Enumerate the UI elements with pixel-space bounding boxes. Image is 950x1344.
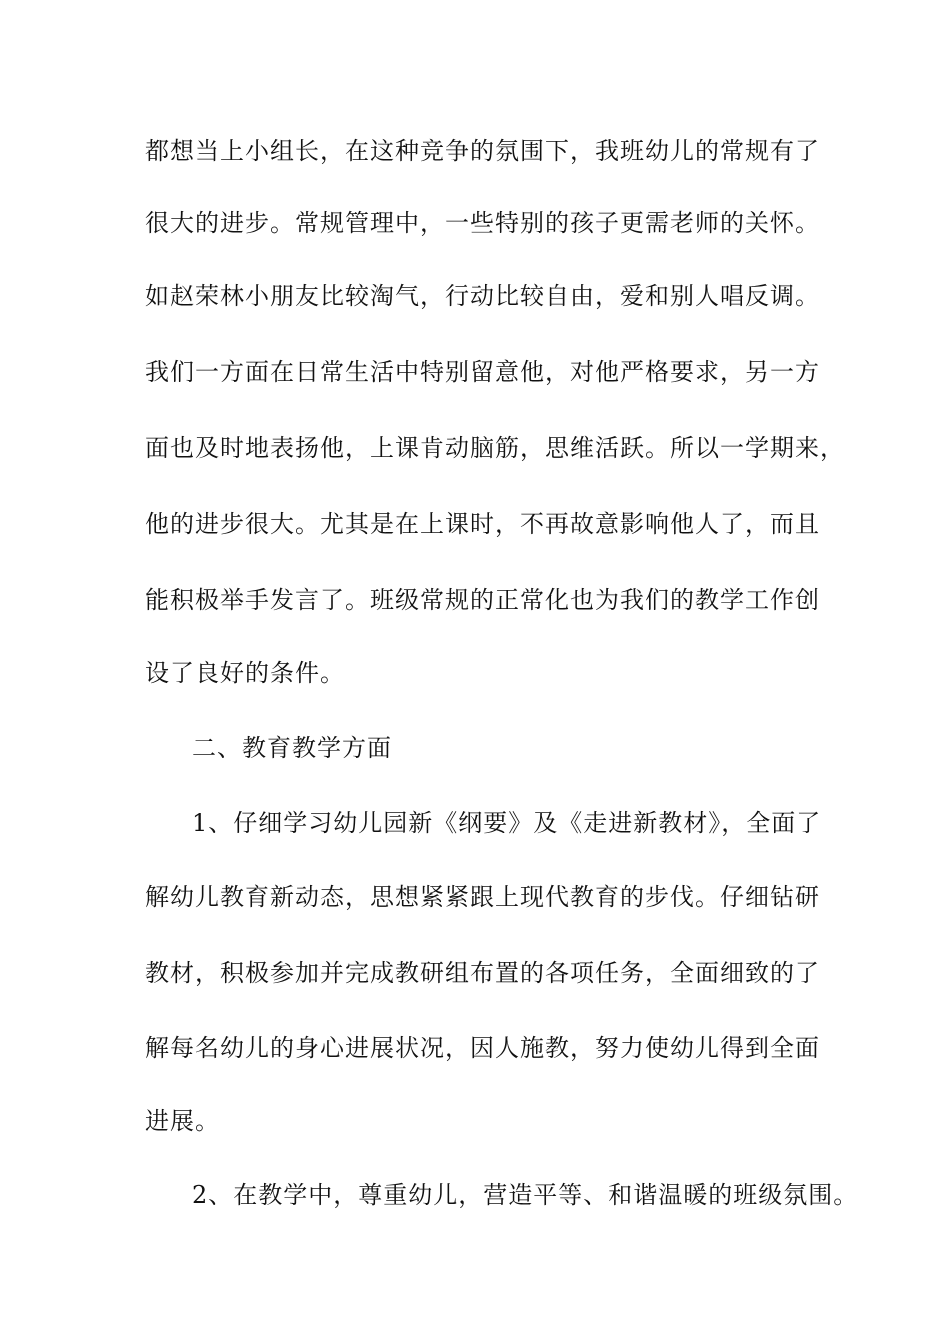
paragraph-line: 解幼儿教育新动态，思想紧紧跟上现代教育的步伐。仔细钻研	[145, 883, 820, 911]
paragraph-line: 教材，积极参加并完成教研组布置的各项任务，全面细致的了	[145, 959, 820, 987]
paragraph-line: 能积极举手发言了。班级常规的正常化也为我们的教学工作创	[145, 586, 820, 614]
paragraph-line: 进展。	[145, 1107, 220, 1135]
paragraph-line: 解每名幼儿的身心进展状况，因人施教，努力使幼儿得到全面	[145, 1034, 820, 1062]
paragraph-line: 面也及时地表扬他，上课肯动脑筋，思维活跃。所以一学期来，	[145, 434, 845, 462]
paragraph-line: 设了良好的条件。	[145, 659, 345, 687]
paragraph-line: 都想当上小组长，在这种竞争的氛围下，我班幼儿的常规有了	[145, 137, 820, 165]
paragraph-line: 他的进步很大。尤其是在上课时，不再故意影响他人了，而且	[145, 510, 820, 538]
paragraph-line: 我们一方面在日常生活中特别留意他，对他严格要求，另一方	[145, 358, 820, 386]
section-heading: 二、教育教学方面	[192, 734, 392, 762]
paragraph-line: 如赵荣林小朋友比较淘气，行动比较自由，爱和别人唱反调。	[145, 282, 820, 310]
paragraph-line: 2、在教学中，尊重幼儿，营造平等、和谐温暖的班级氛围。	[192, 1181, 859, 1209]
paragraph-line: 很大的进步。常规管理中，一些特别的孩子更需老师的关怀。	[145, 209, 820, 237]
paragraph-line: 1、仔细学习幼儿园新《纲要》及《走进新教材》，全面了	[192, 809, 822, 837]
